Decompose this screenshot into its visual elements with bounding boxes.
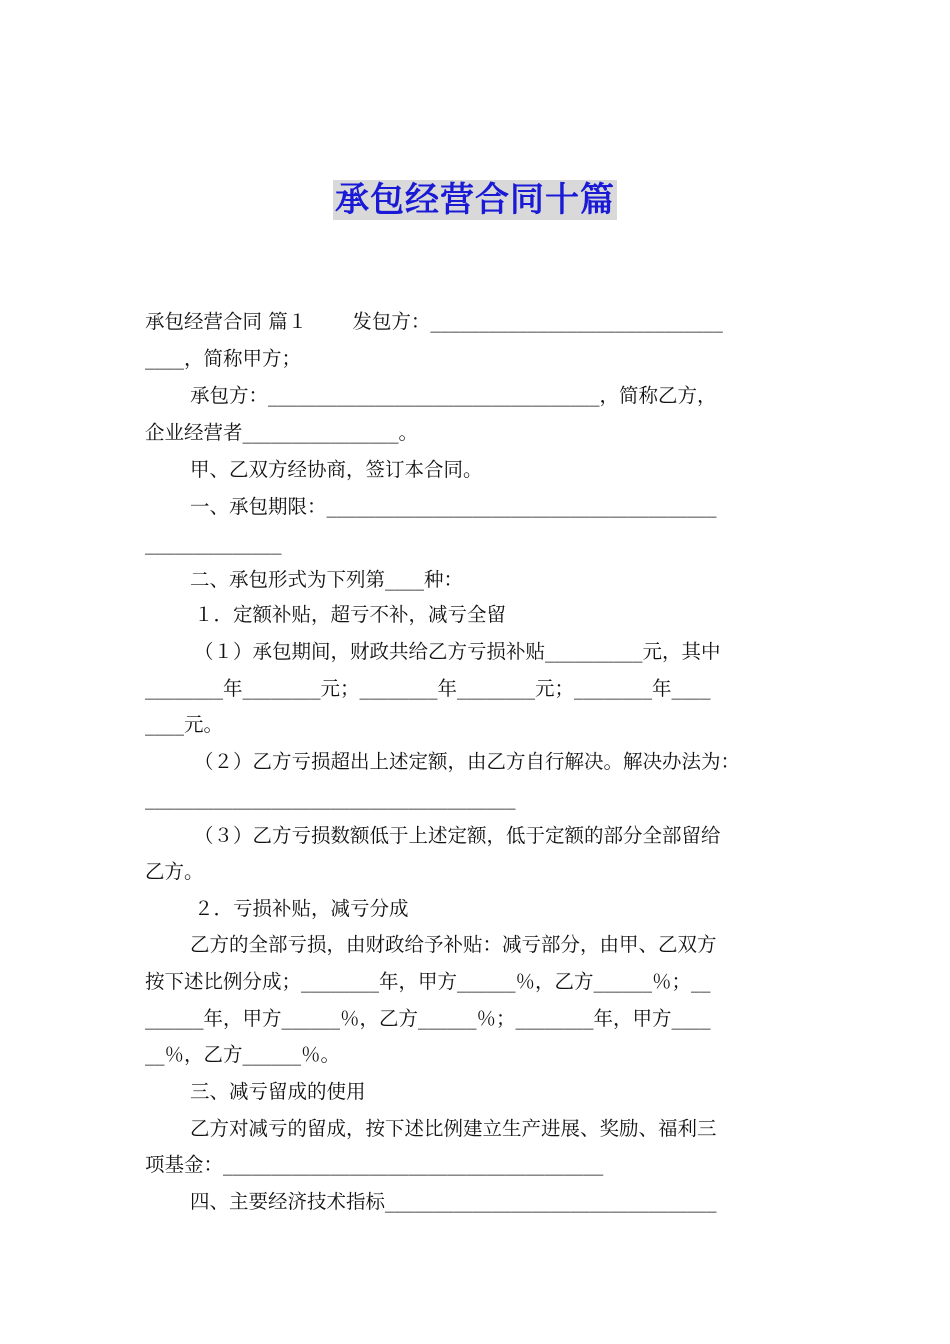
body-line: 四、主要经济技术指标__________________________________ — [190, 1190, 717, 1213]
body-line: 一、承包期限：________________________________________ — [190, 495, 717, 518]
body-line: 承包经营合同 篇１ 发包方：______________________________ — [145, 310, 723, 333]
body-line: ______________ — [145, 532, 282, 555]
body-line: 乙方对减亏的留成，按下述比例建立生产进展、奖励、福利三 — [190, 1117, 717, 1140]
body-line: 承包方：__________________________________，简称乙方， — [190, 384, 717, 407]
body-line: 企业经营者________________。 — [145, 421, 419, 444]
document-title-wrap — [0, 180, 950, 220]
document-title: 承包经营合同十篇 — [335, 180, 615, 220]
body-line: （１）承包期间，财政共给乙方亏损补贴__________元，其中 — [194, 640, 721, 663]
body-line: ______________________________________ — [145, 787, 516, 810]
body-line: 项基金：_______________________________________ — [145, 1153, 604, 1176]
body-line: ______年，甲方______％，乙方______％；________年，甲方____ — [145, 1007, 711, 1030]
body-line: （２）乙方亏损超出上述定额，由乙方自行解决。解决办法为： — [194, 750, 741, 773]
body-line: 乙方。 — [145, 860, 204, 883]
body-line: 按下述比例分成；________年，甲方______％，乙方______％；__ — [145, 970, 711, 993]
body-line: １．定额补贴，超亏不补，减亏全留 — [194, 603, 507, 626]
body-line: ____，简称甲方； — [145, 347, 302, 370]
body-line: 乙方的全部亏损，由财政给予补贴：减亏部分，由甲、乙双方 — [190, 933, 717, 956]
body-line: 三、减亏留成的使用 — [190, 1080, 366, 1103]
body-line: 二、承包形式为下列第____种： — [190, 568, 464, 591]
body-line: ２．亏损补贴，减亏分成 — [194, 897, 409, 920]
body-line: __％，乙方______％。 — [145, 1043, 341, 1066]
body-line: （３）乙方亏损数额低于上述定额，低于定额的部分全部留给 — [194, 824, 721, 847]
body-line: ____元。 — [145, 713, 224, 736]
body-line: ________年________元；________年________元；________年____ — [145, 677, 711, 700]
body-line: 甲、乙双方经协商，签订本合同。 — [190, 458, 483, 481]
